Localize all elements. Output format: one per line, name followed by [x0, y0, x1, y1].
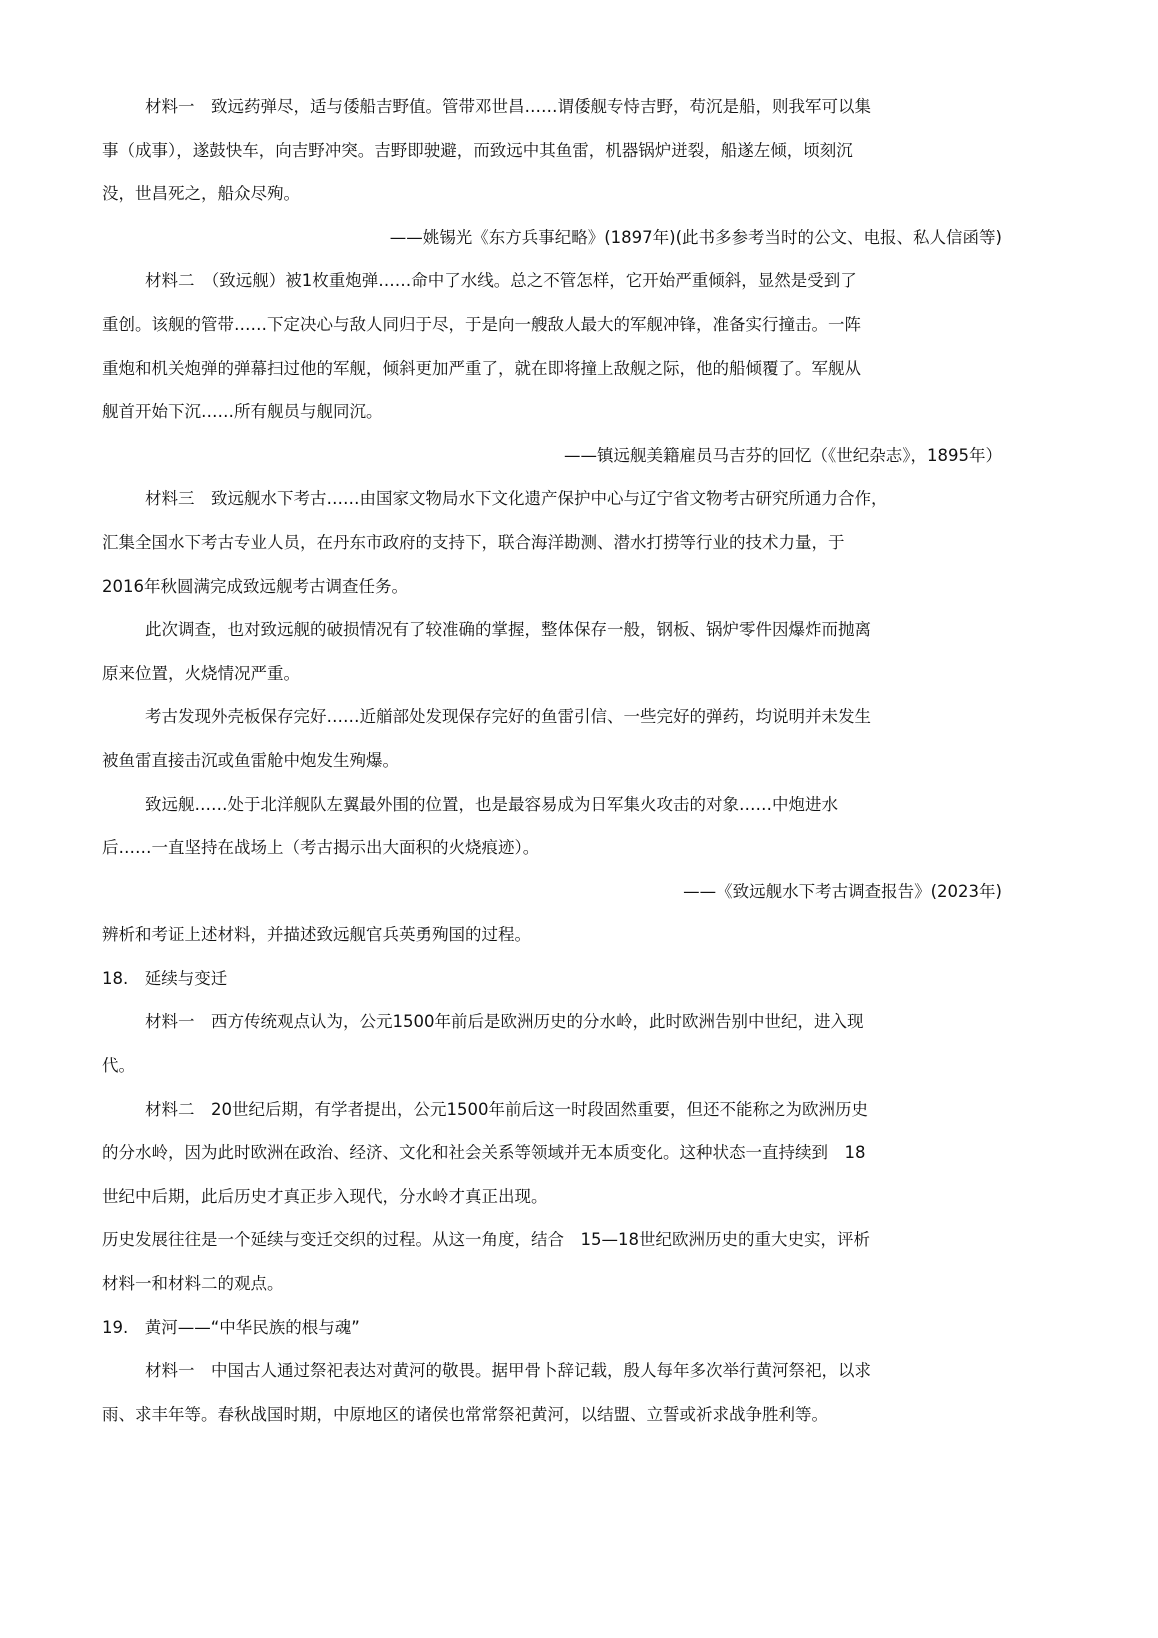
- text-line: 2016年秋圆满完成致远舰考古调查任务。: [102, 576, 408, 596]
- source-attribution: ——镇远舰美籍雇员马吉芬的回忆（《世纪杂志》，1895年）: [564, 445, 1002, 465]
- text-line: 没，世昌死之，船众尽殉。: [102, 184, 300, 204]
- text-line: 此次调查，也对致远舰的破损情况有了较准确的掌握，整体保存一般，钢板、锅炉零件因爆炸而抛离: [145, 620, 871, 640]
- source-attribution: ——《致远舰水下考古调查报告》(2023年): [683, 881, 1002, 901]
- text-line: 重炮和机关炮弹的弹幕扫过他的军舰，倾斜更加严重了，就在即将撞上敌舰之际，他的船倾覆了。军舰从: [102, 358, 861, 378]
- text-line: 舰首开始下沉……所有舰员与舰同沉。: [102, 402, 383, 422]
- text-line: 世纪中后期，此后历史才真正步入现代，分水岭才真正出现。: [102, 1186, 548, 1206]
- text-line: 雨、求丰年等。春秋战国时期，中原地区的诸侯也常常祭祀黄河，以结盟、立誓或祈求战争胜利等。: [102, 1404, 828, 1424]
- text-line: 致远舰……处于北洋舰队左翼最外围的位置，也是最容易成为日军集火攻击的对象……中炮进水: [145, 794, 838, 814]
- text-line: 重创。该舰的管带……下定决心与敌人同归于尽，于是向一艘敌人最大的军舰冲锋，准备实行撞击。一阵: [102, 314, 861, 334]
- text-line: 辨析和考证上述材料，并描述致远舰官兵英勇殉国的过程。: [102, 925, 531, 945]
- text-line: 历史发展往往是一个延续与变迁交织的过程。从这一角度，结合 15—18世纪欧洲历史的重大史实，评析: [102, 1230, 870, 1250]
- text-line: 18. 延续与变迁: [102, 968, 228, 988]
- text-line: 考古发现外壳板保存完好……近艏部处发现保存完好的鱼雷引信、一些完好的弹药，均说明并未发生: [145, 707, 871, 727]
- text-line: 代。: [102, 1056, 135, 1076]
- text-line: 后……一直坚持在战场上（考古揭示出大面积的火烧痕迹）。: [102, 838, 540, 858]
- text-line: 材料一和材料二的观点。: [102, 1274, 284, 1294]
- text-line: 材料三 致远舰水下考古……由国家文物局水下文化遗产保护中心与辽宁省文物考古研究所通力合作，: [145, 489, 888, 509]
- text-line: 材料二 （致远舰）被1枚重炮弹……命中了水线。总之不管怎样，它开始严重倾斜，显然是受到了: [145, 271, 857, 291]
- text-line: 材料一 中国古人通过祭祀表达对黄河的敬畏。据甲骨卜辞记载，殷人每年多次举行黄河祭祀，以求: [145, 1361, 871, 1381]
- text-line: 原来位置，火烧情况严重。: [102, 663, 300, 683]
- source-attribution: ——姚锡光《东方兵事纪略》(1897年)(此书多参考当时的公文、电报、私人信函等): [389, 227, 1002, 247]
- text-line: 的分水岭，因为此时欧洲在政治、经济、文化和社会关系等领域并无本质变化。这种状态一直持续到 18: [102, 1143, 866, 1163]
- text-line: 材料二 20世纪后期，有学者提出，公元1500年前后这一时段固然重要，但还不能称之为欧洲历史: [145, 1099, 868, 1119]
- text-line: 材料一 致远药弹尽，适与倭船吉野值。管带邓世昌……谓倭舰专恃吉野，苟沉是船，则我军可以集: [145, 97, 871, 116]
- document-body: [102, 85, 1002, 1436]
- text-line: 事（成事），遂鼓快车，向吉野冲突。吉野即驶避，而致远中其鱼雷，机器锅炉迸裂，船遂左倾，顷刻沉: [102, 140, 853, 160]
- text-line: 材料一 西方传统观点认为，公元1500年前后是欧洲历史的分水岭，此时欧洲告别中世纪，进入现: [145, 1012, 864, 1032]
- text-line: 被鱼雷直接击沉或鱼雷舱中炮发生殉爆。: [102, 750, 399, 770]
- text-line: 汇集全国水下考古专业人员，在丹东市政府的支持下，联合海洋勘测、潜水打捞等行业的技术力量，于: [102, 532, 845, 552]
- text-line: 19. 黄河——“中华民族的根与魂”: [102, 1317, 360, 1337]
